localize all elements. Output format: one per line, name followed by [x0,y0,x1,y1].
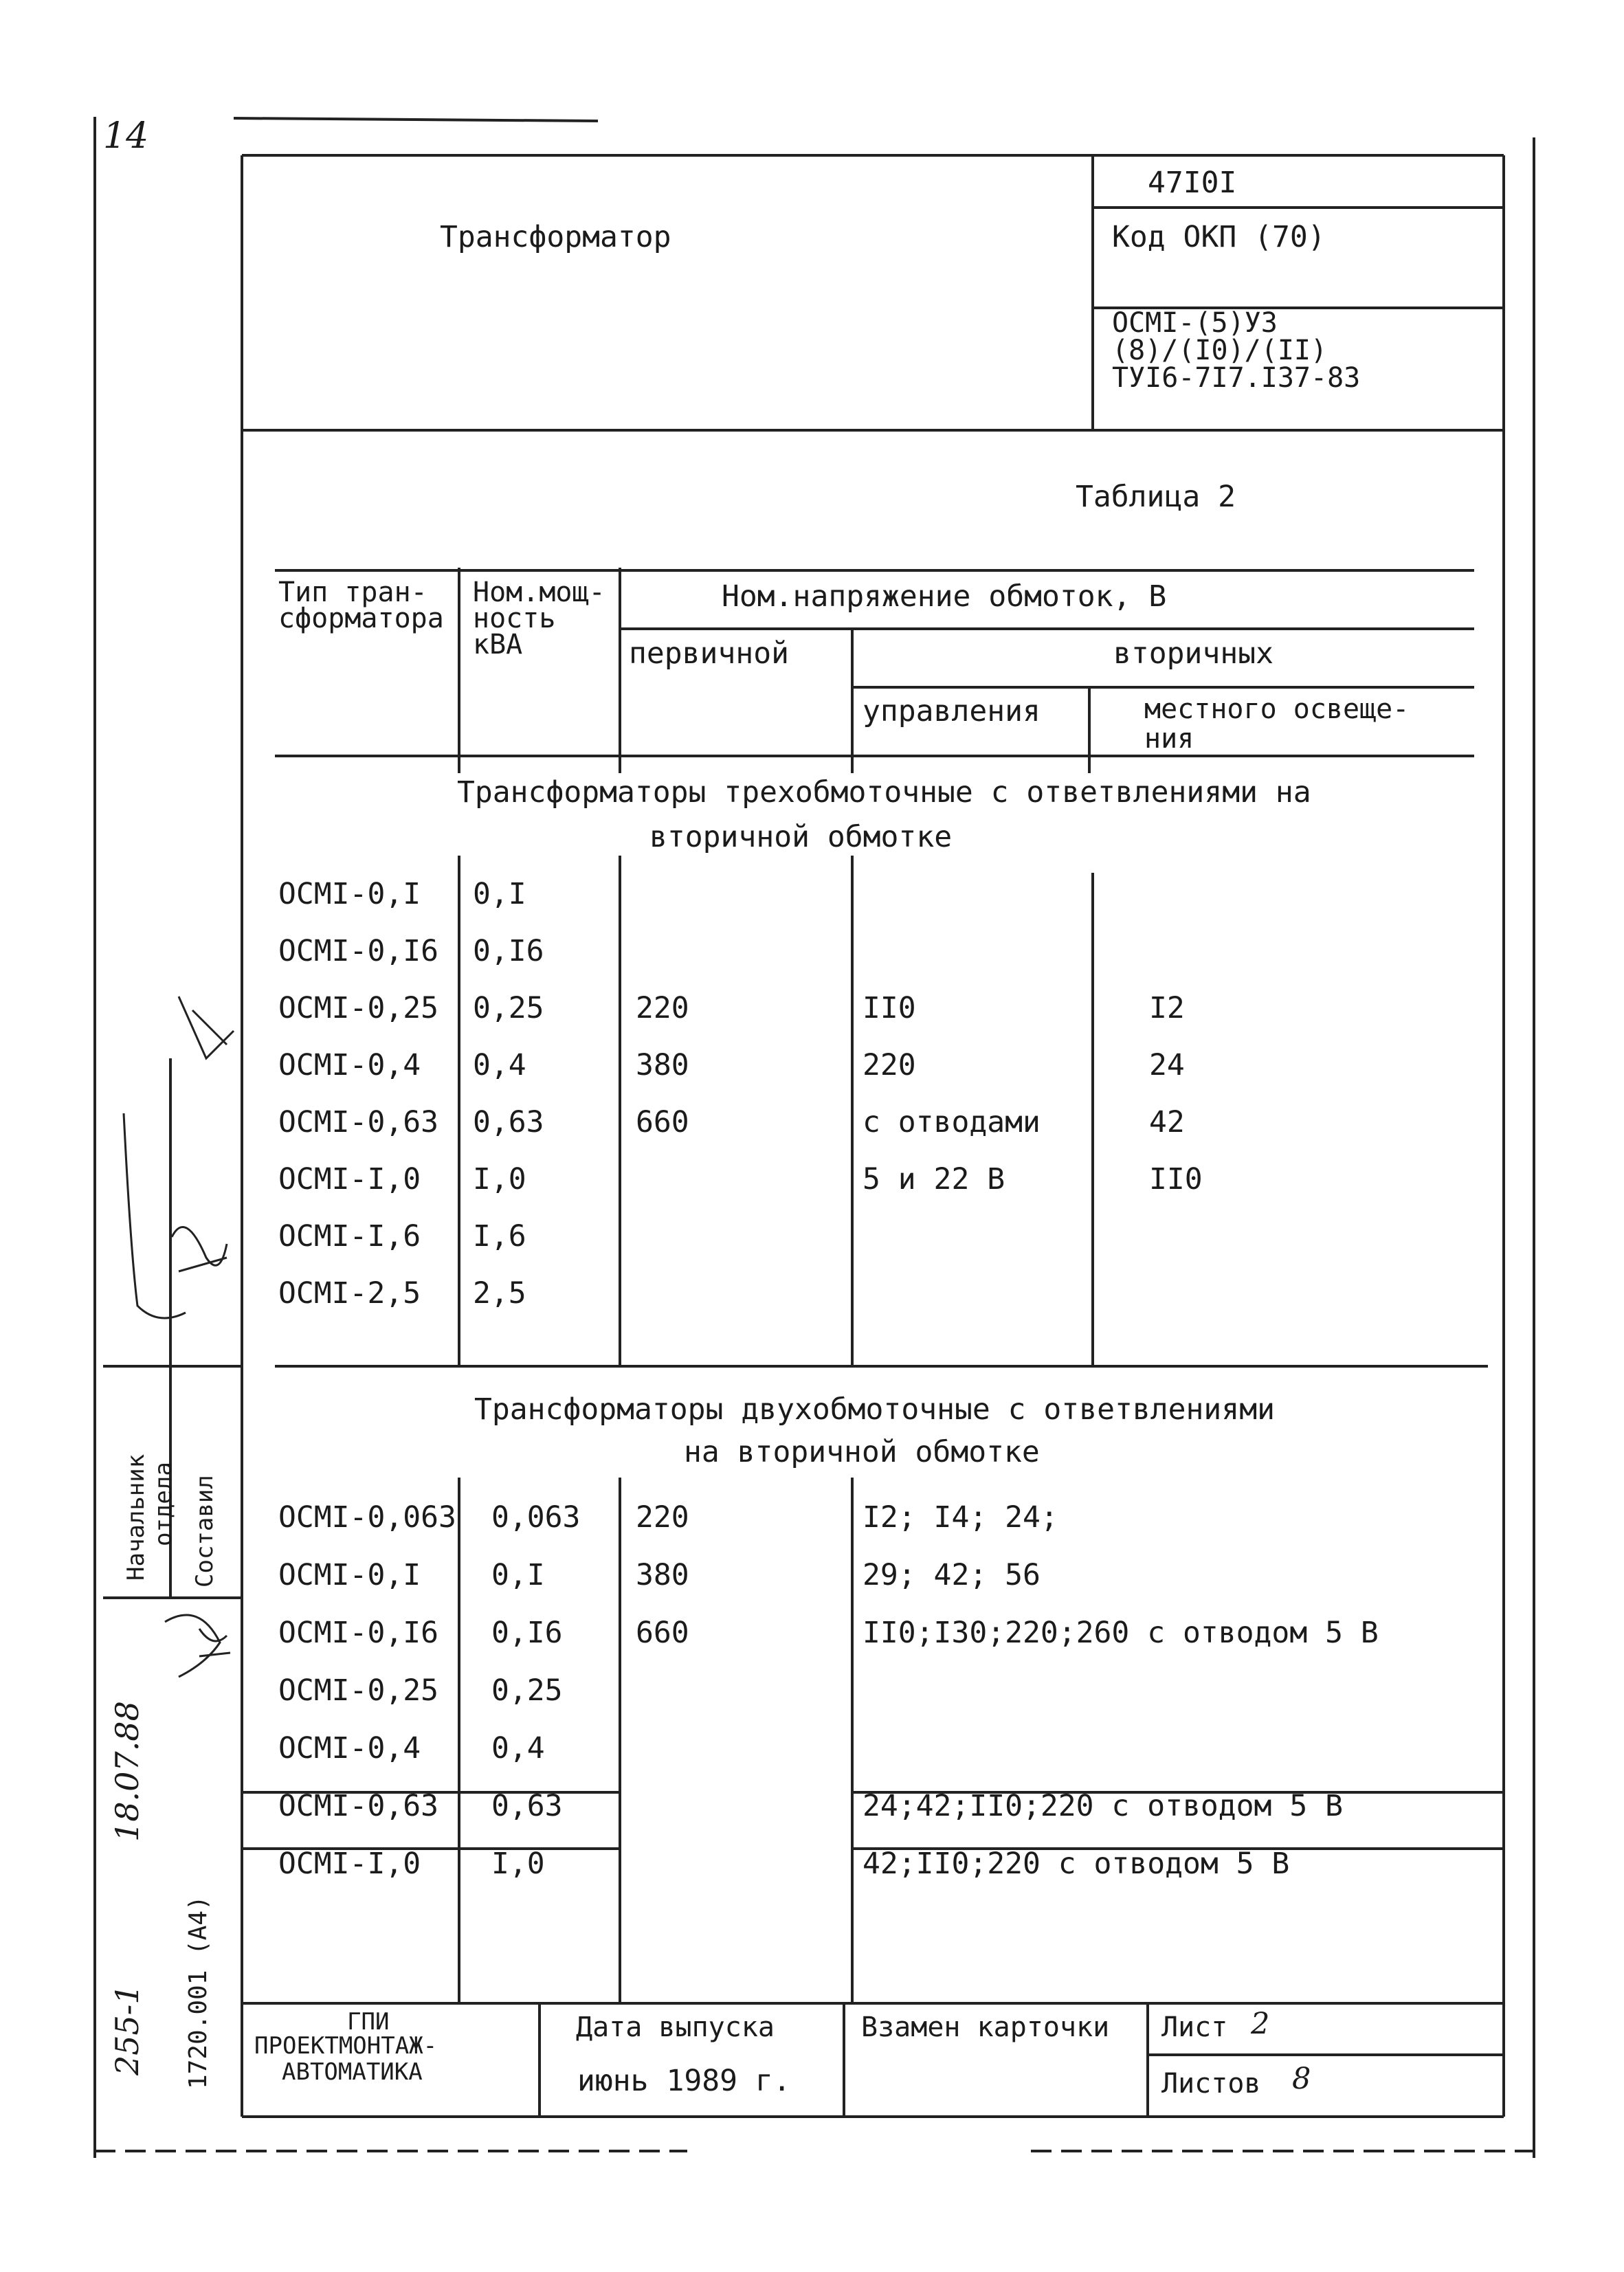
footer-sheet-label: Лист [1161,2012,1228,2043]
s2-row-type: ОСМI-0,I6 [278,1616,438,1650]
footer-sheet-value: 2 [1251,2007,1270,2041]
footer-org-3: АВТОМАТИКА [282,2058,423,2086]
signature-head [124,1113,186,1318]
s2-row-power: 0,063 [491,1500,581,1535]
s1-row-type: ОСМI-I,6 [278,1219,421,1254]
s1-row-type: ОСМI-0,I [278,877,421,911]
section1-title-1: Трансформаторы трехобмоточные с ответвлениями на [457,775,1311,810]
s2-row-secondary: I2; I4; 24; [863,1500,1058,1535]
s2-row-type: ОСМI-0,25 [278,1673,438,1708]
s2-row-power: I,0 [491,1847,545,1881]
s1-row-power: 0,4 [473,1048,526,1082]
s1-row-power: 0,25 [473,991,544,1025]
margin-head-label-2: отдела [150,1462,177,1546]
s1-row-type: ОСМI-0,63 [278,1105,438,1139]
col-secondary: вторичных [1113,636,1273,671]
signature-mark-top [179,996,234,1058]
s1-row-type: ОСМI-I,0 [278,1162,421,1196]
header-designation-1: ОСМI-(5)УЗ [1112,307,1278,339]
s1-row-power: 0,I [473,877,526,911]
col-power-2: ность [473,603,556,634]
s2-row-power: 0,4 [491,1731,545,1766]
s2-row-primary: 220 [636,1500,689,1535]
col-lighting-2: ния [1144,723,1194,755]
col-lighting-1: местного освеще- [1144,693,1410,725]
margin-author-label: Составил [191,1475,219,1588]
s2-row-type: ОСМI-0,4 [278,1731,421,1766]
col-primary: первичной [629,636,789,671]
footer-date-value: июнь 1989 г. [577,2064,791,2098]
header-designation-2: (8)/(I0)/(II) [1112,335,1328,366]
margin-head-label-1: Начальник [122,1454,150,1581]
s1-row-lighting: I2 [1149,991,1185,1025]
header-title: Трансформатор [440,220,671,254]
col-control: управления [863,694,1041,728]
s1-row-power: 0,I6 [473,934,544,968]
header-code: 47I0I [1148,166,1237,200]
s1-row-type: ОСМI-0,4 [278,1048,421,1082]
s2-row-secondary: 29; 42; 56 [863,1558,1041,1592]
col-power-3: кВА [473,629,523,660]
s1-row-control: 220 [863,1048,916,1082]
s1-row-power: I,6 [473,1219,526,1254]
s2-row-type: ОСМI-I,0 [278,1847,421,1881]
s1-row-lighting: 24 [1149,1048,1185,1082]
page-number: 14 [103,115,149,157]
s1-row-primary: 380 [636,1048,689,1082]
s2-row-secondary: 24;42;II0;220 с отводом 5 В [863,1789,1343,1823]
footer-org-1: ГПИ [347,2008,390,2036]
s1-row-type: ОСМI-0,I6 [278,934,438,968]
margin-date-handwritten: 18.07.88 [109,1701,146,1842]
s2-row-secondary: II0;I30;220;260 с отводом 5 В [863,1616,1379,1650]
s1-row-lighting: II0 [1149,1162,1203,1196]
footer-replaces: Взамен карточки [861,2012,1110,2043]
s2-row-type: ОСМI-0,063 [278,1500,456,1535]
s2-row-power: 0,63 [491,1789,563,1823]
s2-row-type: ОСМI-0,63 [278,1789,438,1823]
signature-date [165,1615,220,1677]
col-power-1: Ном.мощ- [473,577,605,608]
col-voltage: Ном.напряжение обмоток, В [722,579,1167,614]
s2-row-power: 0,25 [491,1673,563,1708]
footer-sheets-label: Листов [1161,2068,1261,2100]
s1-row-primary: 660 [636,1105,689,1139]
s1-row-type: ОСМI-2,5 [278,1276,421,1311]
s1-row-power: 2,5 [473,1276,526,1311]
s2-row-primary: 380 [636,1558,689,1592]
margin-format: 1720.001 (А4) [184,1895,212,2089]
s1-row-lighting: 42 [1149,1105,1185,1139]
signature-author [172,1227,227,1271]
footer-org-2: ПРОЕКТМОНТАЖ- [254,2032,438,2060]
s1-row-type: ОСМI-0,25 [278,991,438,1025]
table-caption: Таблица 2 [1076,480,1236,514]
s2-row-power: 0,I6 [491,1616,563,1650]
s1-row-primary: 220 [636,991,689,1025]
s1-row-power: 0,63 [473,1105,544,1139]
s1-row-power: I,0 [473,1162,526,1196]
s2-row-power: 0,I [491,1558,545,1592]
footer-sheets-value: 8 [1292,2062,1311,2096]
col-type-1: Тип тран- [278,577,427,608]
footer-date-label: Дата выпуска [576,2012,775,2043]
s2-row-type: ОСМI-0,I [278,1558,421,1592]
s1-row-control: II0 [863,991,916,1025]
header-okp: Код ОКП (70) [1112,220,1326,254]
header-designation-3: ТУI6-7I7.I37-83 [1112,362,1361,394]
s1-row-control: с отводами [863,1105,1041,1139]
s2-row-primary: 660 [636,1616,689,1650]
margin-doc-number: 255-1 [109,1984,146,2075]
col-type-2: сформатора [278,603,444,634]
s1-row-control: 5 и 22 В [863,1162,1005,1196]
section2-title-2: на вторичной обмотке [684,1435,1040,1469]
section2-title-1: Трансформаторы двухобмоточные с ответвлениями [474,1392,1275,1427]
s2-row-secondary: 42;II0;220 с отводом 5 В [863,1847,1290,1881]
section1-title-2: вторичной обмотке [649,820,953,854]
